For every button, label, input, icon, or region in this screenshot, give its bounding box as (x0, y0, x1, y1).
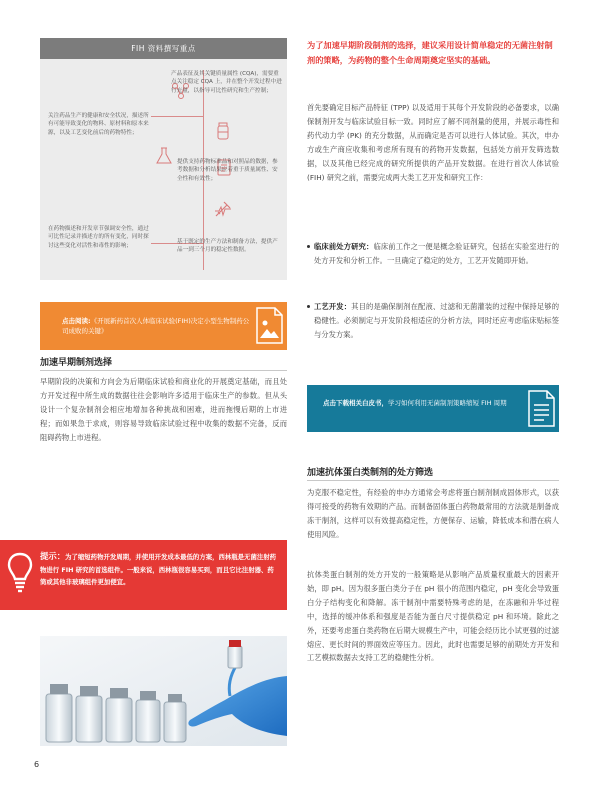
connector-line (151, 116, 203, 117)
fih-point-stability-data: 基于既定的生产方法和制备方法，提供产品一到三个月的稳定性数据。 (177, 239, 278, 254)
image-document-icon (255, 307, 283, 344)
vial-icon (212, 120, 234, 142)
flask-icon (153, 145, 175, 167)
fih-point-reference-data: 提供支持药物标准品和对照品的数据，参考数据和分析结果应着重于质量属性、安全性和有效性； (177, 159, 278, 182)
section-title-antibody-formulation: 加速抗体蛋白类制剂的处方筛选 (307, 468, 434, 478)
syringe-icon (212, 198, 234, 220)
banner-teal-text[interactable] (323, 398, 513, 408)
banner-teal-prefix: 点击下载相关白皮书， (323, 399, 388, 407)
banner-orange-prefix: 点击阅读: (62, 317, 91, 325)
section-body-early-formulation: 早期阶段的决策和方向会为后期临床试验和商业化的开展奠定基础，而且处方开发过程中所生成的数据往往会影响许多适用于临床生产的参数。但从头设计一个复杂制剂会相应地增加各种挑战和困难，进而拖慢后期的上市进程；而如果急于求成，则容易导致临床试验过程中收集的数据不完备，反而阻碍药物上市进程。 (40, 377, 287, 442)
page-number: 6 (34, 760, 40, 769)
divider (307, 480, 559, 481)
tip-body: 为了缩短药物开发周期，并使用开发成本最低的方案，西林瓶是无菌注射药物进行 FIH 研究的首选组件。一般来说，西林瓶很容易买到，而且它比注射器、药筒或其他非玻璃组件更加便宜。 (40, 553, 277, 587)
bullet-body: 临床前工作之一便是概念验证研究，包括在实验室进行的处方开发和分析工作。一旦确定了稳定的处方，工艺开发随即开始。 (314, 242, 560, 265)
bullet-title: 临床前处方研究： (314, 242, 374, 251)
photo-illustration (40, 636, 287, 746)
bullet-title: 工艺开发： (314, 302, 352, 311)
right-paragraph-tpp: 首先要确定目标产品特征 (TPP) 以及适用于其每个开发阶段的必备要求，以确保制剂开发与临床试验目标一致。同时应了解不同剂量的使用，并展示毒性和药代动力学 (PK) 的充分数据，从而确定是否可以进行人体试验。其次，申办方或生产商应收集和考虑所有现有的药物开发数据，包括处方前开发筛选数据，以及其他已经完成的研究所提供的产品开发数据。在进行首次人体试验 (FIH) 研究之前，需要完成两大类工艺开发和研究工作： (307, 103, 559, 182)
section-body-antibody-para2: 抗体类蛋白制剂的处方开发的一般策略是从影响产品质量权重最大的因素开始，即 pH。因为很多蛋白类分子在 pH 很小的范围内稳定，pH 变化会导致蛋白分子结构变化和降解。冻干制剂中需要特殊考虑的是，在冻融和升华过程中，选择的缓冲体系和强度是否能为蛋白尺寸提供稳定 pH 和环境。除此之外，还要考虑蛋白类药物在后期大规模生产中，可能会经历比小试更强的过滤熔应、更长时间的界面效应等压力。因此，此时也需要足够的前期处方开发和工艺模拟数据去支持工艺的稳健性分析。 (307, 570, 559, 663)
banner-teal-link[interactable]: 学习如何利用无菌制剂策略缩短 FIH 周期 (388, 399, 507, 407)
fih-point-safety-comparability: 在药物描述和开发章节强调安全性，通过可比性记录并描述方的所有变化，同时探讨这些变化对活性和毒性的影响； (48, 226, 149, 249)
fih-point-cqa: 产品表征及其关键质量属性 (CQA)，需要重点关注稳定 CQA 上，并在整个开发过程中进行充量，以指导可比性研究和生产控制； (171, 71, 282, 94)
tip-text (40, 550, 276, 589)
bullet-text (314, 300, 559, 342)
intro-highlight: 为了加速早期阶段制剂的选择，建议采用设计简单稳定的无菌注射制剂的策略，为药物的整个生命周期奠定坚实的基础。 (307, 40, 553, 66)
banner-orange-link[interactable]: 《开展新药首次人体临床试验(FIH)决定小型生物制药公司成败的关键》 (62, 317, 250, 335)
tip-label: 提示： (40, 551, 66, 561)
bullet-dot (307, 305, 310, 308)
fih-point-health-safety: 关注药品生产的健康和安全状况，描述所有可能导致变化的物料、原材料和原本来源，以及工艺变化前后的药物特性； (48, 113, 149, 136)
fih-box-header: FIH 资料撰写重点 (40, 38, 287, 59)
bullet-body: 其目的是确保制剂在配液、过滤和无菌灌装的过程中保持足够的稳健性。必须制定与开发阶段相适应的分析方法，同时还应考虑临床贴标签与分发方案。 (314, 302, 560, 339)
fih-key-points-box (40, 38, 287, 280)
download-whitepaper-banner[interactable] (307, 385, 559, 432)
section-body-antibody-para1: 为克服不稳定性，有经验的申办方通常会考虑将蛋白制剂制成固体形式，以获得可接受的药物有效期的产品。而制备固体蛋白药物最常用的方法就是制备成冻干制剂，这样可以有效提高稳定性，方便保存、运输，降低成本和潜在病人使用风险。 (307, 488, 559, 539)
read-article-banner[interactable] (40, 302, 287, 350)
bullet-dot (307, 245, 310, 248)
vials-gloved-hand-photo (40, 636, 287, 746)
section-title-early-formulation: 加速早期制剂选择 (40, 358, 113, 368)
document-download-icon (527, 390, 555, 427)
tip-callout (0, 540, 287, 610)
divider (40, 370, 287, 371)
lightbulb-icon (6, 551, 34, 593)
banner-orange-text[interactable] (62, 316, 252, 336)
bullet-text (314, 240, 559, 268)
